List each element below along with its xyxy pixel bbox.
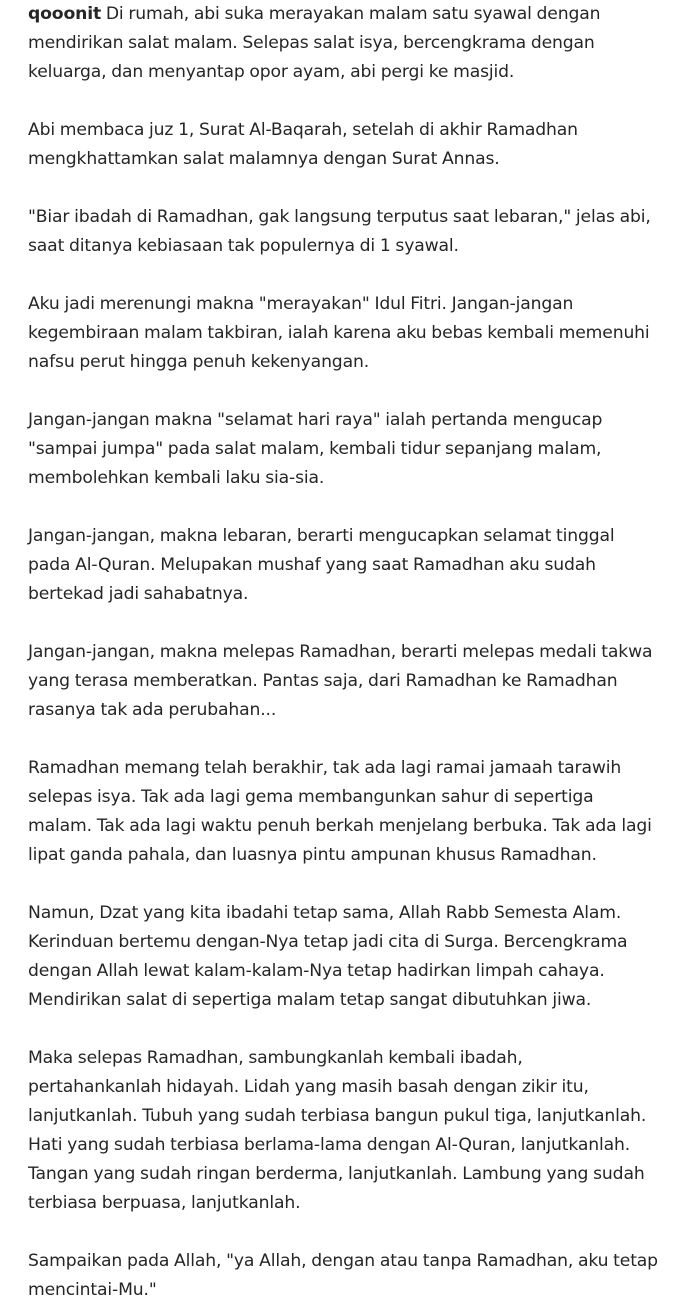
caption-paragraph: Jangan-jangan, makna lebaran, berarti mengucapkan selamat tinggal pada Al-Quran. Melupakan mushaf yang saat Ramadhan aku sudah bertekad jadi sahabatnya. — [28, 526, 615, 604]
caption-paragraph: Abi membaca juz 1, Surat Al-Baqarah, setelah di akhir Ramadhan mengkhattamkan salat malamnya dengan Surat Annas. — [28, 120, 578, 169]
caption-paragraph: "Biar ibadah di Ramadhan, gak langsung terputus saat lebaran," jelas abi, saat ditanya kebiasaan tak populernya di 1 syawal. — [28, 207, 651, 256]
caption-paragraph-text: Di rumah, abi suka merayakan malam satu syawal dengan mendirikan salat malam. Selepas salat isya, bercengkrama dengan keluarga, dan menyantap opor ayam, abi pergi ke masjid. — [28, 4, 601, 82]
caption-paragraph — [28, 0, 660, 87]
username-link[interactable]: qooonit — [28, 4, 102, 24]
caption-paragraph: Aku jadi merenungi makna "merayakan" Idul Fitri. Jangan-jangan kegembiraan malam takbiran, ialah karena aku bebas kembali memenuhi nafsu perut hingga penuh kekenyangan. — [28, 294, 650, 372]
caption-paragraph: Jangan-jangan makna "selamat hari raya" ialah pertanda mengucap "sampai jumpa" pada salat malam, kembali tidur sepanjang malam, membolehkan kembali laku sia-sia. — [28, 410, 603, 488]
caption-paragraph: Namun, Dzat yang kita ibadahi tetap sama, Allah Rabb Semesta Alam. Kerinduan bertemu dengan-Nya tetap jadi cita di Surga. Bercengkrama dengan Allah lewat kalam-kalam-Nya tetap hadirkan limpah cahaya. Mendirikan salat di sepertiga malam tetap sangat dibutuhkan jiwa. — [28, 903, 628, 1010]
caption-paragraph: Jangan-jangan, makna melepas Ramadhan, berarti melepas medali takwa yang terasa memberatkan. Pantas saja, dari Ramadhan ke Ramadhan rasanya tak ada perubahan... — [28, 642, 653, 720]
caption-paragraph: Maka selepas Ramadhan, sambungkanlah kembali ibadah, pertahankanlah hidayah. Lidah yang masih basah dengan zikir itu, lanjutkanlah. Tubuh yang sudah terbiasa bangun pukul tiga, lanjutkanlah. Hati yang sudah terbiasa berlama-lama dengan Al-Quran, lanjutkanlah. Tangan yang sudah ringan berderma, lanjutkanlah. Lambung yang sudah terbiasa berpuasa, lanjutkanlah. — [28, 1048, 647, 1213]
caption-paragraph: Sampaikan pada Allah, "ya Allah, dengan atau tanpa Ramadhan, aku tetap mencintai-Mu." — [28, 1251, 658, 1300]
caption-paragraph: Ramadhan memang telah berakhir, tak ada lagi ramai jamaah tarawih selepas isya. Tak ada lagi gema membangunkan sahur di sepertiga malam. Tak ada lagi waktu penuh berkah menjelang berbuka. Tak ada lagi lipat ganda pahala, dan luasnya pintu ampunan khusus Ramadhan. — [28, 758, 652, 865]
post-caption — [28, 0, 660, 1305]
